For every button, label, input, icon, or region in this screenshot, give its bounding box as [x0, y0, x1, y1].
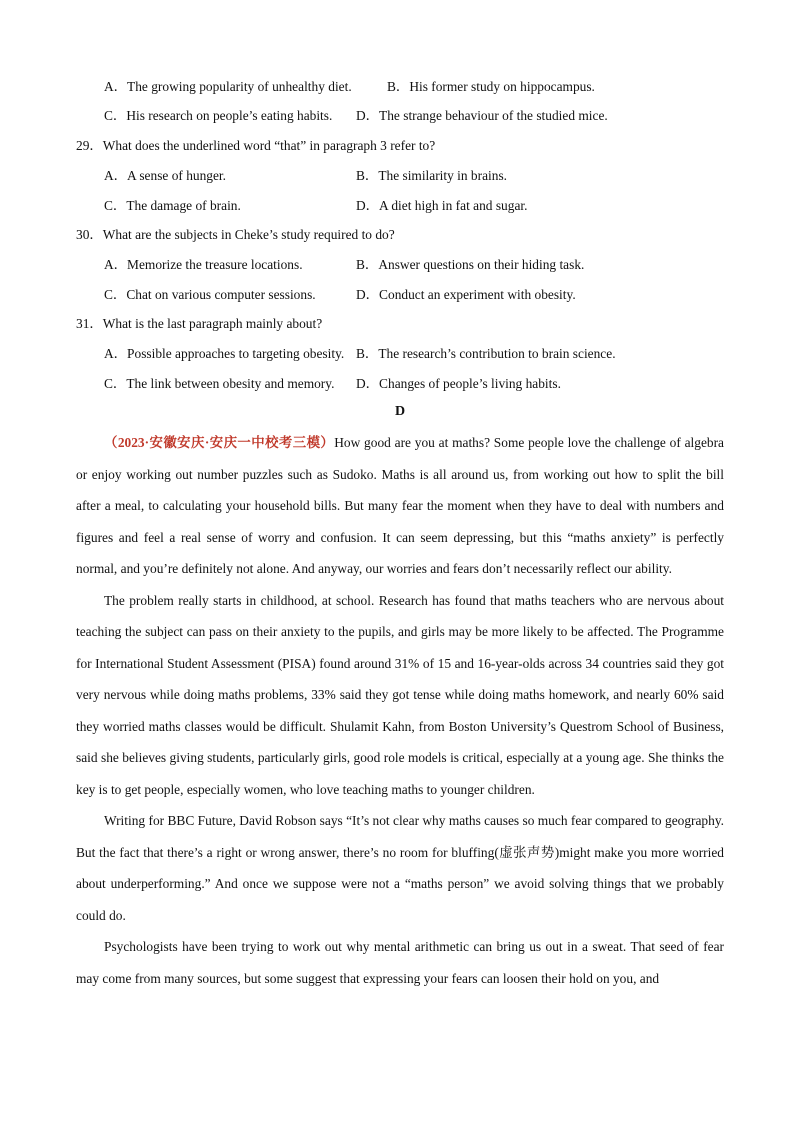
q30-option-c[interactable]: C．Chat on various computer sessions.	[104, 287, 316, 302]
q29-option-d[interactable]: D．A diet high in fat and sugar.	[356, 198, 528, 213]
q31-stem	[76, 316, 322, 332]
section-heading: D	[394, 404, 406, 419]
q28-option-c[interactable]: C．His research on people’s eating habits.	[104, 108, 333, 123]
q30-stem	[76, 227, 395, 243]
passage-paragraph-3: Writing for BBC Future, David Robson says “It’s not clear why maths causes so much fear compared to geography. But the fact that there’s a right or wrong answer, there’s no room for bluffing(虚张声势)might make you more worried about underperforming.” And once we suppose were not a “maths person” we avoid solving things that we probably could do.	[76, 813, 724, 923]
q29-stem	[76, 138, 435, 154]
q31-option-b[interactable]: B．The research’s contribution to brain science.	[356, 346, 616, 361]
q29-option-c[interactable]: C．The damage of brain.	[104, 198, 241, 213]
passage-paragraph-4: Psychologists have been trying to work out why mental arithmetic can bring us out in a sweat. That seed of fear may come from many sources, but some suggest that expressing your fears can loosen their hold on you, and	[76, 939, 724, 986]
q30-option-b[interactable]: B．Answer questions on their hiding task.	[356, 257, 585, 272]
q31-text: What is the last paragraph mainly about?	[102, 316, 323, 331]
q28-option-a[interactable]: A．The growing popularity of unhealthy diet.	[104, 79, 352, 94]
q30-text: What are the subjects in Cheke’s study required to do?	[102, 227, 395, 242]
reading-passage	[76, 427, 724, 994]
q29-option-a[interactable]: A．A sense of hunger.	[104, 168, 226, 183]
q30-option-d[interactable]: D．Conduct an experiment with obesity.	[356, 287, 576, 302]
q31-number: 31．	[76, 316, 103, 331]
paragraph-1-text: How good are you at maths? Some people love the challenge of algebra or enjoy working out number puzzles such as Sudoko. Maths is all around us, from working out how to split the bill after a meal, to calculating your household bills. But many fear the moment when they have to deal with numbers and figures and feel a real sense of worry and confusion. It can seem depressing, but this “maths anxiety” is perfectly normal, and you’re definitely not alone. And anyway, our worries and fears don’t necessarily reflect our ability.	[76, 435, 724, 576]
q29-option-b[interactable]: B．The similarity in brains.	[356, 168, 507, 183]
q31-option-a[interactable]: A．Possible approaches to targeting obesity.	[104, 346, 345, 361]
passage-paragraph-2: The problem really starts in childhood, at school. Research has found that maths teachers who are nervous about teaching the subject can pass on their anxiety to the pupils, and girls may be more likely to be affected. The Programme for International Student Assessment (PISA) found around 31% of 15 and 16-year-olds across 34 countries said they got very nervous while doing maths problems, 33% said they got tense while doing maths homework, and nearly 60% said they worried maths classes would be difficult. Shulamit Kahn, from Boston University’s Questrom School of Business, said she believes giving students, particularly girls, good role models is critical, especially at a young age. She thinks the key is to get people, especially women, who love teaching maths to younger children.	[76, 592, 724, 797]
q29-number: 29．	[76, 138, 103, 153]
q28-option-d[interactable]: D．The strange behaviour of the studied mice.	[356, 108, 608, 123]
q28-option-b[interactable]: B．His former study on hippocampus.	[387, 79, 595, 94]
q30-number: 30．	[76, 227, 103, 242]
q31-option-c[interactable]: C．The link between obesity and memory.	[104, 376, 335, 391]
passage-paragraph-1	[76, 427, 724, 585]
q30-option-a[interactable]: A．Memorize the treasure locations.	[104, 257, 303, 272]
q31-option-d[interactable]: D．Changes of people’s living habits.	[356, 376, 561, 391]
source-label: （2023·安徽安庆·安庆一中校考三模）	[104, 435, 335, 450]
q29-text: What does the underlined word “that” in paragraph 3 refer to?	[102, 138, 436, 153]
